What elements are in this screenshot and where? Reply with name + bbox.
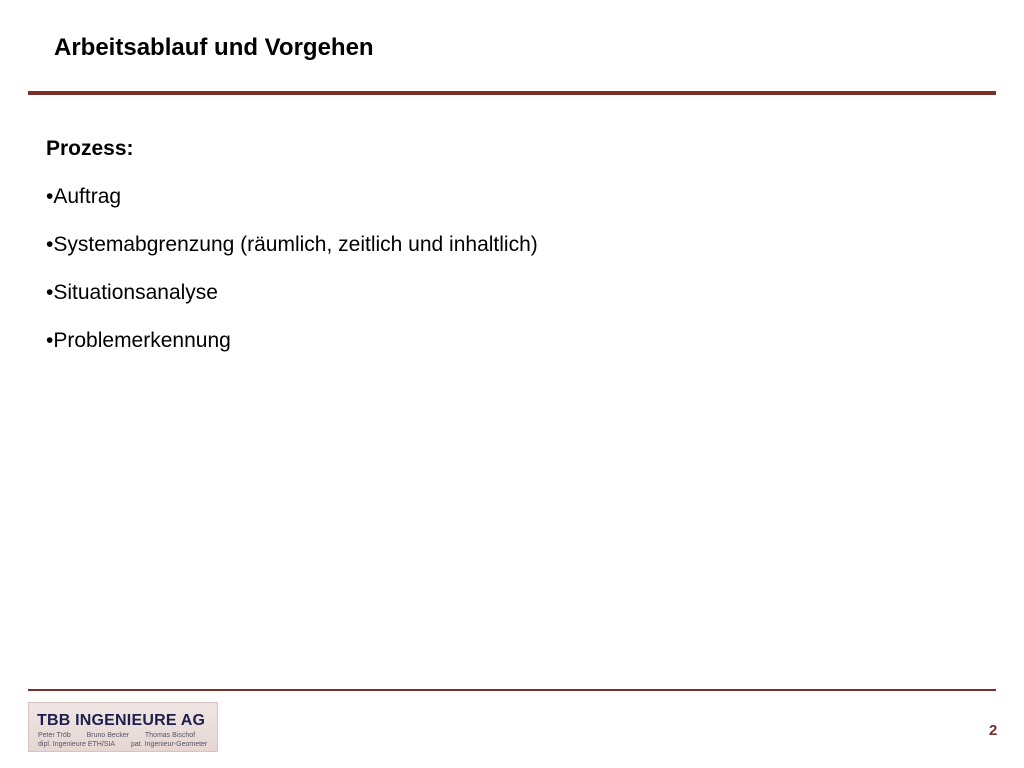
bullet-text: Situationsanalyse [53, 281, 218, 304]
slide-title: Arbeitsablauf und Vorgehen [54, 34, 374, 61]
list-item [46, 328, 946, 354]
section-heading: Prozess: [46, 137, 134, 160]
logo-partner: Thomas Bischof [144, 732, 196, 739]
company-logo [28, 702, 218, 752]
logo-partner: Peter Tröb [38, 732, 71, 739]
bullet-text: Problemerkennung [53, 329, 231, 352]
logo-title: dipl. Ingenieure ETH/SIA [38, 741, 116, 748]
bullet-icon: • [46, 233, 54, 256]
logo-title: pat. Ingenieur-Geometer [131, 741, 208, 748]
bullet-icon: • [46, 329, 54, 352]
title-divider [28, 91, 996, 95]
logo-company-name: TBB INGENIEURE AG [37, 712, 206, 729]
bullet-icon: • [46, 281, 54, 304]
list-item [46, 280, 946, 306]
bullet-text: Auftrag [53, 185, 122, 208]
bullet-list [46, 184, 946, 354]
logo-partner: Bruno Becker [86, 732, 130, 739]
bullet-icon: • [46, 185, 54, 208]
slide-content [46, 136, 946, 376]
list-item [46, 184, 946, 210]
logo-partners [38, 732, 209, 739]
footer-divider [28, 689, 996, 691]
page-number: 2 [989, 722, 998, 739]
list-item [46, 232, 946, 258]
bullet-text: Systemabgrenzung (räumlich, zeitlich und inhaltlich) [53, 233, 538, 256]
logo-titles [38, 741, 218, 748]
